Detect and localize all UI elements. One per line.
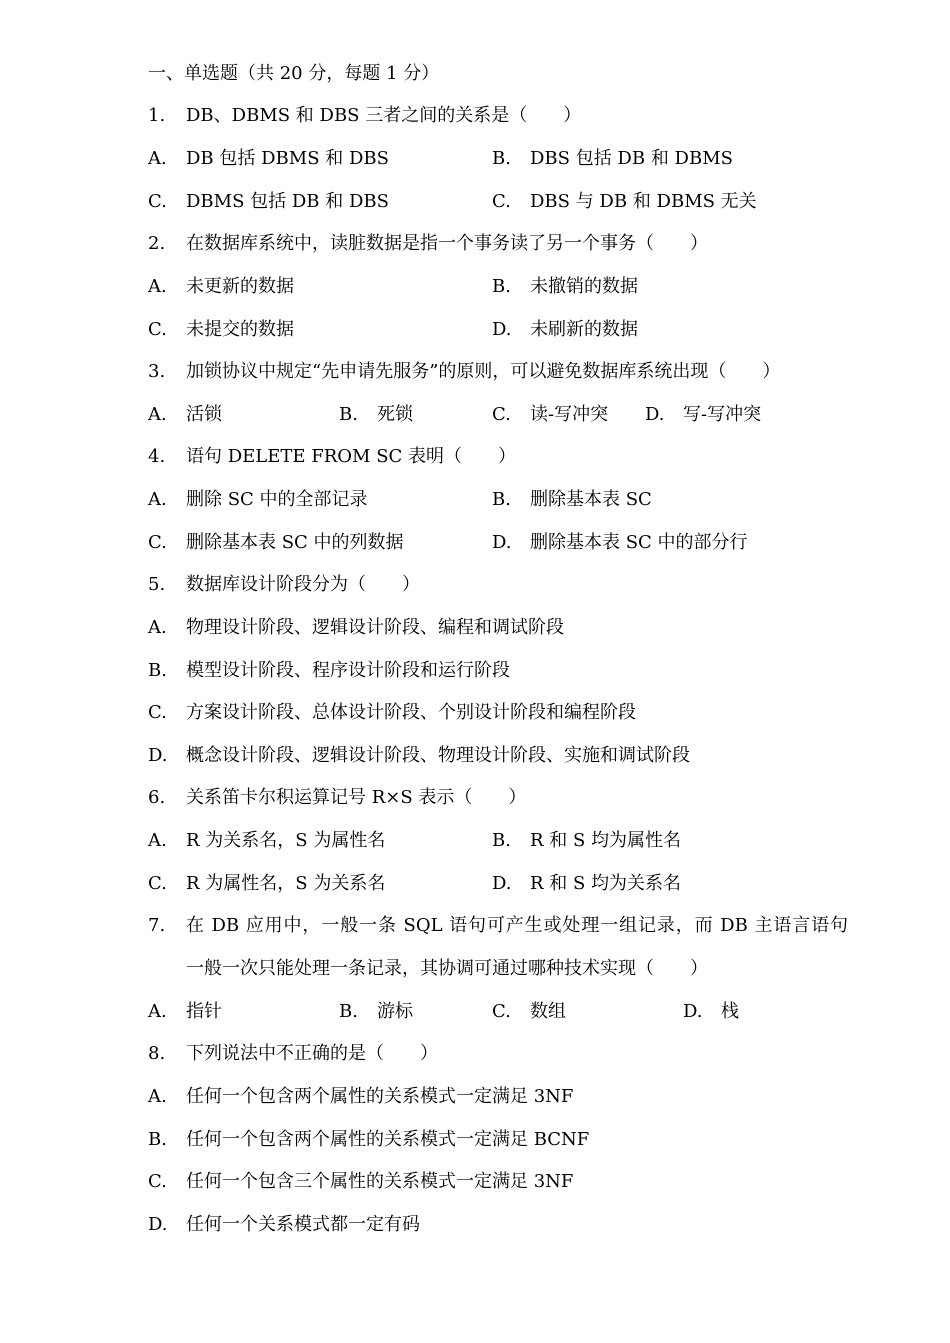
option-label: C.	[148, 532, 167, 553]
question-number: 2.	[148, 233, 166, 254]
option-label: C.	[148, 191, 167, 212]
question-text: 语句 DELETE FROM SC 表明（ ）	[186, 446, 517, 467]
option-text: 删除基本表 SC	[530, 489, 652, 510]
option-label: C.	[148, 873, 167, 894]
option-text: 删除基本表 SC 中的部分行	[530, 532, 748, 553]
option-label: A.	[148, 276, 167, 297]
option-label: D.	[492, 873, 512, 894]
option-text: DBMS 包括 DB 和 DBS	[186, 191, 389, 212]
option-text: 删除基本表 SC 中的列数据	[186, 532, 404, 553]
option-label: C.	[148, 702, 167, 723]
option-label: D.	[492, 532, 512, 553]
option-label: B.	[339, 404, 358, 425]
option-text: 未撤销的数据	[530, 276, 638, 297]
option-label: D.	[492, 319, 512, 340]
option-label: B.	[492, 830, 511, 851]
option-text: 物理设计阶段、逻辑设计阶段、编程和调试阶段	[186, 617, 564, 638]
option-label: D.	[148, 1214, 168, 1235]
option-text: 未刷新的数据	[530, 319, 638, 340]
option-label: B.	[148, 660, 167, 681]
option-label: D.	[683, 1001, 703, 1022]
option-text: 写-写冲突	[683, 404, 762, 425]
option-text: 模型设计阶段、程序设计阶段和运行阶段	[186, 660, 510, 681]
question-number: 5.	[148, 574, 166, 595]
option-label: A.	[148, 1086, 167, 1107]
option-text: 栈	[721, 1001, 739, 1022]
option-text: 任何一个包含三个属性的关系模式一定满足 3NF	[186, 1171, 574, 1192]
option-label: A.	[148, 404, 167, 425]
option-label: D.	[148, 745, 168, 766]
option-label: D.	[645, 404, 665, 425]
option-text: 未提交的数据	[186, 319, 294, 340]
option-text: 读-写冲突	[530, 404, 609, 425]
question-text-line-2: 一般一次只能处理一条记录，其协调可通过哪种技术实现（ ）	[186, 958, 708, 979]
section-title: 一、单选题（共 20 分，每题 1 分）	[148, 63, 440, 84]
option-text: DBS 与 DB 和 DBMS 无关	[530, 191, 757, 212]
option-text: R 和 S 均为属性名	[530, 830, 682, 851]
option-label: A.	[148, 830, 167, 851]
question-text: 关系笛卡尔积运算记号 R×S 表示（ ）	[186, 787, 527, 808]
option-label: A.	[148, 489, 167, 510]
question-7	[148, 912, 848, 940]
option-text: DBS 包括 DB 和 DBMS	[530, 148, 733, 169]
question-number: 1.	[148, 105, 166, 126]
option-text: DB 包括 DBMS 和 DBS	[186, 148, 389, 169]
option-label: B.	[492, 276, 511, 297]
option-label: C.	[148, 319, 167, 340]
option-label: B.	[492, 148, 511, 169]
option-text: 死锁	[377, 404, 413, 425]
option-text: R 为属性名，S 为关系名	[186, 873, 386, 894]
question-text: 数据库设计阶段分为（ ）	[186, 574, 420, 595]
question-number: 3.	[148, 361, 166, 382]
option-text: R 和 S 均为关系名	[530, 873, 682, 894]
option-text: 概念设计阶段、逻辑设计阶段、物理设计阶段、实施和调试阶段	[186, 745, 690, 766]
question-text: 加锁协议中规定“先申请先服务”的原则，可以避免数据库系统出现（ ）	[186, 361, 781, 382]
question-text: DB、DBMS 和 DBS 三者之间的关系是（ ）	[186, 105, 582, 126]
question-number: 7.	[148, 915, 166, 936]
option-text: 任何一个关系模式都一定有码	[186, 1214, 420, 1235]
option-label: B.	[339, 1001, 358, 1022]
option-label: C.	[492, 1001, 511, 1022]
option-label: B.	[148, 1129, 167, 1150]
question-text: 下列说法中不正确的是（ ）	[186, 1043, 438, 1064]
option-label: A.	[148, 617, 167, 638]
option-text: 删除 SC 中的全部记录	[186, 489, 368, 510]
option-text: 活锁	[186, 404, 222, 425]
section-heading	[148, 60, 439, 88]
question-number: 6.	[148, 787, 166, 808]
option-text: 方案设计阶段、总体设计阶段、个别设计阶段和编程阶段	[186, 702, 636, 723]
option-text: 指针	[186, 1001, 222, 1022]
option-label: C.	[492, 191, 511, 212]
option-text: 数组	[530, 1001, 566, 1022]
question-number: 8.	[148, 1043, 166, 1064]
option-text: 未更新的数据	[186, 276, 294, 297]
option-text: 任何一个包含两个属性的关系模式一定满足 3NF	[186, 1086, 574, 1107]
option-label: C.	[492, 404, 511, 425]
question-text-line-1: 在 DB 应用中，一般一条 SQL 语句可产生或处理一组记录，而 DB 主语言语句	[186, 915, 848, 936]
option-label: A.	[148, 1001, 167, 1022]
option-label: C.	[148, 1171, 167, 1192]
question-text: 在数据库系统中，读脏数据是指一个事务读了另一个事务（ ）	[186, 233, 708, 254]
option-label: A.	[148, 148, 167, 169]
option-text: R 为关系名，S 为属性名	[186, 830, 386, 851]
option-text: 任何一个包含两个属性的关系模式一定满足 BCNF	[186, 1129, 590, 1150]
option-label: B.	[492, 489, 511, 510]
option-text: 游标	[377, 1001, 413, 1022]
question-number: 4.	[148, 446, 166, 467]
